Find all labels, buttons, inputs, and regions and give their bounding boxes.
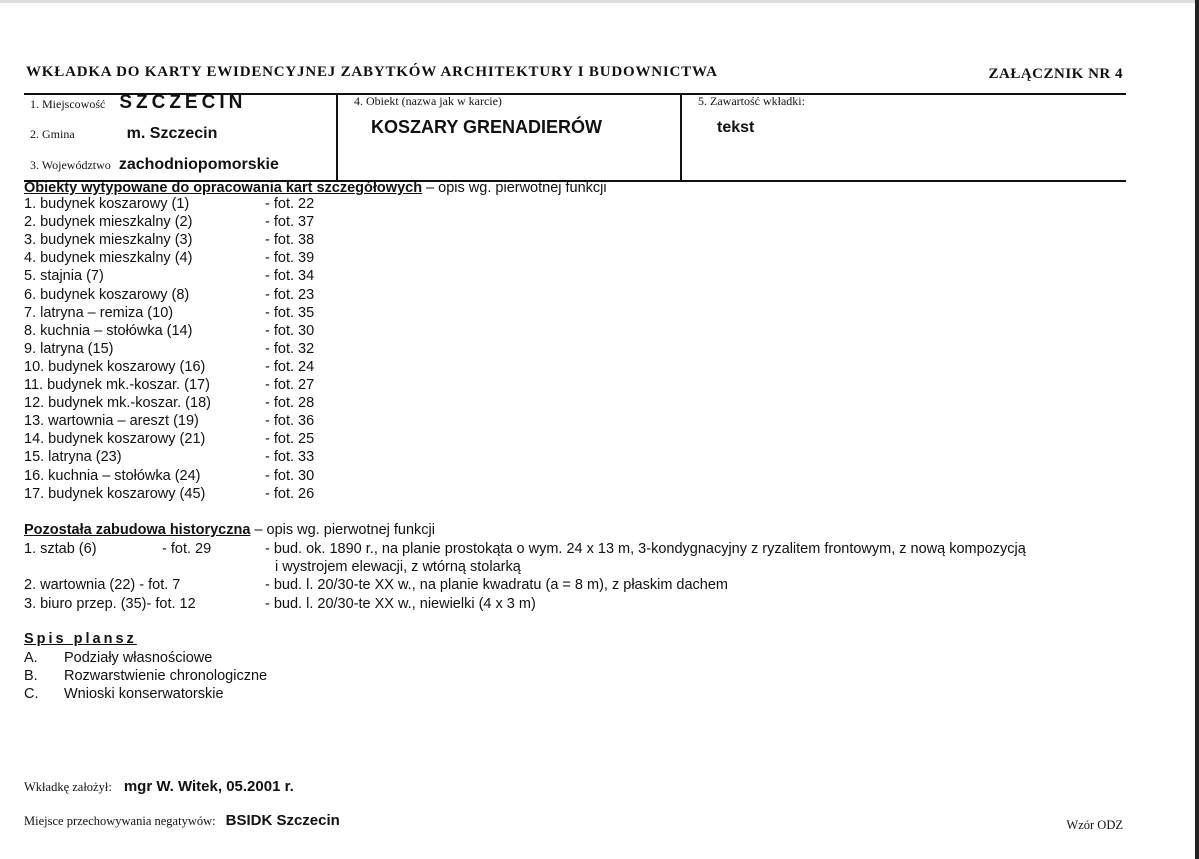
wojewodztwo-label: 3. Województwo bbox=[30, 158, 111, 172]
plansza-text: Podziały własnościowe bbox=[64, 650, 213, 666]
field-wojewodztwo bbox=[30, 156, 279, 174]
section1-item-fot: - fot. 33 bbox=[265, 449, 315, 466]
negatywy-value: BSIDK Szczecin bbox=[225, 812, 340, 829]
negatywy-label: Miejsce przechowywania negatywów: bbox=[24, 814, 216, 828]
section1-item-name: 10. budynek koszarowy (16) bbox=[24, 358, 206, 375]
zalozyl-value: mgr W. Witek, 05.2001 r. bbox=[123, 778, 294, 795]
section1-item-name: 6. budynek koszarowy (8) bbox=[24, 286, 190, 303]
section1-item-name: 5. stajnia (7) bbox=[24, 268, 104, 285]
section1-item-fot: - fot. 32 bbox=[265, 340, 315, 357]
section1-item-fot: - fot. 27 bbox=[265, 377, 315, 393]
scan-edge-top bbox=[0, 0, 1199, 3]
section1-item-name: 2. budynek mieszkalny (2) bbox=[24, 214, 193, 231]
obiekt-value: KOSZARY GRENADIERÓW bbox=[371, 117, 603, 137]
section1-item-fot: - fot. 30 bbox=[265, 322, 315, 339]
section1-item-name: 17. budynek koszarowy (45) bbox=[24, 485, 206, 502]
plansza-letter: A. bbox=[24, 650, 38, 666]
section2-item-desc: - bud. l. 20/30-te XX w., niewielki (4 x 3 m) bbox=[265, 596, 536, 612]
wojewodztwo-value: zachodniopomorskie bbox=[118, 156, 279, 173]
plansze-heading bbox=[24, 631, 137, 647]
document-title: WKŁADKA DO KARTY EWIDENCYJNEJ ZABYTKÓW ARCHITEKTURY I BUDOWNICTWA bbox=[26, 64, 718, 80]
section2-item-desc: - bud. l. 20/30-te XX w., na planie kwadratu (a = 8 m), z płaskim dachem bbox=[265, 577, 729, 593]
obiekt-label: 4. Obiekt (nazwa jak w karcie) bbox=[354, 94, 502, 108]
zalozyl-label: Wkładkę założył: bbox=[24, 780, 112, 794]
section2-suffix: – opis wg. pierwotnej funkcji bbox=[250, 522, 435, 538]
section1-item-fot: - fot. 38 bbox=[265, 232, 315, 249]
section1-suffix: – opis wg. pierwotnej funkcji bbox=[422, 180, 607, 196]
section2-item-name: 1. sztab (6) bbox=[24, 541, 97, 557]
section1-item-fot: - fot. 34 bbox=[265, 268, 315, 285]
plansza-text: Rozwarstwienie chronologiczne bbox=[64, 668, 268, 685]
section1-item-fot: - fot. 35 bbox=[265, 304, 315, 321]
section1-item-name: 3. budynek mieszkalny (3) bbox=[24, 232, 193, 249]
gmina-value: m. Szczecin bbox=[126, 125, 218, 142]
gmina-label: 2. Gmina bbox=[30, 127, 75, 141]
section1-item-name: 7. latryna – remiza (10) bbox=[24, 304, 174, 321]
section1-item-fot: - fot. 22 bbox=[265, 196, 315, 212]
footer-zalozyl bbox=[24, 778, 294, 796]
section2-heading bbox=[24, 522, 435, 538]
plansza-letter: C. bbox=[24, 686, 39, 703]
footer-negatywy bbox=[24, 812, 340, 830]
section1-item-name: 4. budynek mieszkalny (4) bbox=[24, 250, 193, 267]
plansza-letter: B. bbox=[24, 668, 38, 685]
section1-item-fot: - fot. 28 bbox=[265, 395, 315, 412]
section1-title: Obiekty wytypowane do opracowania kart szczegółowych bbox=[24, 180, 423, 196]
section1-item-fot: - fot. 36 bbox=[265, 413, 315, 430]
scan-edge-right bbox=[1195, 0, 1199, 859]
miejscowosc-label: 1. Miejscowość bbox=[30, 97, 106, 111]
section2-item-desc-cont: i wystrojem elewacji, z wtórną stolarką bbox=[275, 559, 521, 575]
section1-item-fot: - fot. 26 bbox=[265, 485, 315, 502]
miejscowosc-value: SZCZECIN bbox=[119, 92, 247, 113]
section1-item-name: 15. latryna (23) bbox=[24, 449, 122, 466]
section1-item-name: 8. kuchnia – stołówka (14) bbox=[24, 322, 193, 339]
annex-label: ZAŁĄCZNIK NR 4 bbox=[988, 66, 1123, 82]
field-gmina bbox=[30, 125, 217, 143]
section1-item-name: 13. wartownia – areszt (19) bbox=[24, 413, 199, 430]
section2-item-fot: - fot. 29 bbox=[162, 541, 212, 557]
header-divider-1 bbox=[336, 93, 338, 181]
header-divider-2 bbox=[680, 93, 682, 181]
zawartosc-value: tekst bbox=[717, 119, 755, 136]
section1-heading bbox=[24, 180, 607, 196]
section2-item-name: 3. biuro przep. (35)- fot. 12 bbox=[24, 596, 196, 612]
field-miejscowosc bbox=[30, 92, 246, 114]
section1-item-fot: - fot. 23 bbox=[265, 286, 315, 303]
section2-item-desc: - bud. ok. 1890 r., na planie prostokąta o wym. 24 x 13 m, 3-kondygnacyjny z ryzalitem frontowym, z nową kompozycją bbox=[265, 541, 1026, 557]
section1-item-name: 14. budynek koszarowy (21) bbox=[24, 431, 206, 448]
section1-item-name: 11. budynek mk.-koszar. (17) bbox=[24, 377, 210, 393]
plansze-title: Spis plansz bbox=[24, 631, 137, 647]
section2-title: Pozostała zabudowa historyczna bbox=[24, 522, 251, 538]
zawartosc-label: 5. Zawartość wkładki: bbox=[698, 94, 805, 108]
section1-item-name: 12. budynek mk.-koszar. (18) bbox=[24, 395, 211, 412]
section2-item-name: 2. wartownia (22) - fot. 7 bbox=[24, 577, 181, 593]
section1-item-fot: - fot. 39 bbox=[265, 250, 315, 267]
section1-item-fot: - fot. 24 bbox=[265, 358, 315, 375]
section1-item-fot: - fot. 25 bbox=[265, 431, 315, 448]
plansza-text: Wnioski konserwatorskie bbox=[64, 686, 224, 703]
section1-item-name: 16. kuchnia – stołówka (24) bbox=[24, 467, 201, 484]
wzor-label: Wzór ODZ bbox=[1066, 818, 1123, 832]
section1-item-name: 9. latryna (15) bbox=[24, 340, 114, 357]
section1-item-name: 1. budynek koszarowy (1) bbox=[24, 196, 190, 212]
section1-item-fot: - fot. 30 bbox=[265, 467, 315, 484]
section1-item-fot: - fot. 37 bbox=[265, 214, 315, 231]
